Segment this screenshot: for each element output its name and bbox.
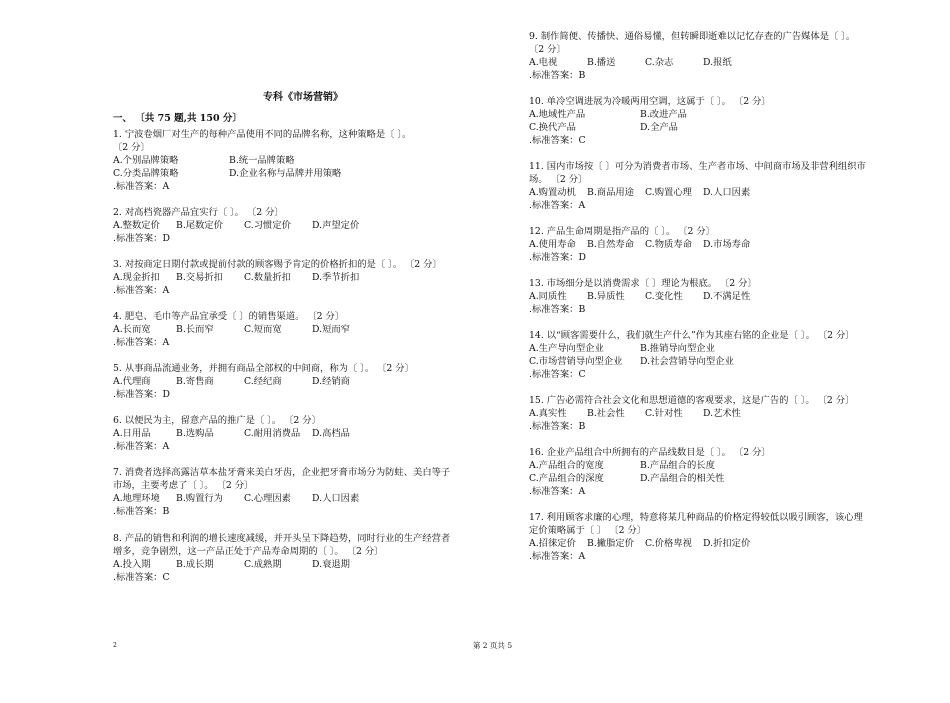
answer-line: .标准答案：B [113, 506, 170, 517]
question-text: 13. 市场细分是以消费需求〔 〕理论为根底。 〔2 分〕 [529, 278, 757, 289]
question-item [529, 30, 911, 82]
option-item: A.真实性 [529, 408, 567, 419]
question-text: 3. 对按商定日期付款或提前付款的顾客赐予肯定的价格折扣的是〔 〕。 〔2 分〕 [113, 259, 442, 270]
question-text: 8. 产品的销售和利润的增长速度减缓，并开头呈下降趋势，同时行业的生产经营者 [113, 533, 451, 544]
option-item: A.日用品 [113, 428, 151, 439]
option-item: D.不满足性 [703, 291, 751, 302]
option-item: A.电视 [529, 57, 558, 68]
options-row [529, 537, 911, 550]
option-item: C.市场营销导向型企业 [529, 356, 623, 367]
footer-page-mark: 2 [113, 642, 117, 649]
question-text: 14. 以“顾客需要什么，我们就生产什么”作为其座右铭的企业是〔 〕。 〔2 分〕 [529, 330, 855, 341]
question-item [113, 466, 493, 518]
answer-line: .标准答案：A [113, 441, 170, 452]
option-item: B.寄售商 [176, 376, 214, 387]
question-item [113, 414, 493, 453]
option-item: C.习惯定价 [244, 220, 291, 231]
option-item: B.撇脂定价 [587, 538, 634, 549]
option-item: D.经销商 [312, 376, 350, 387]
option-item: A.使用寿命 [529, 239, 576, 250]
options-row [529, 290, 911, 303]
question-item [529, 95, 911, 147]
option-item: C.成熟期 [244, 559, 282, 570]
option-item: A.代理商 [113, 376, 151, 387]
option-item: C.产品组合的深度 [529, 473, 604, 484]
option-item: A.长而宽 [113, 324, 151, 335]
question-item [529, 225, 911, 264]
answer-line: .标准答案：C [529, 135, 586, 146]
question-item [529, 160, 911, 212]
options-row [529, 121, 911, 134]
option-item: C.换代产品 [529, 122, 576, 133]
option-item: D.报纸 [703, 57, 732, 68]
option-item: B.推销导向型企业 [640, 343, 715, 354]
option-item: C.耐用消费品 [244, 428, 301, 439]
option-item: A.招徕定价 [529, 538, 576, 549]
options-row [113, 219, 493, 232]
options-row [113, 167, 493, 180]
question-text: 11. 国内市场按〔 〕可分为消费者市场、生产者市场、中间商市场及非营利组织市 [529, 161, 866, 172]
option-item: C.购置心理 [645, 187, 692, 198]
options-row [529, 472, 911, 485]
answer-line: .标准答案：D [529, 252, 586, 263]
question-text: 10. 单冷空调进展为冷暖两用空调，这属于〔 〕。 〔2 分〕 [529, 96, 771, 107]
question-text: 市场，主要考虑了〔 〕。 〔2 分〕 [113, 480, 254, 491]
option-item: D.短而窄 [312, 324, 350, 335]
question-text: 2. 对高档瓷器产品宜实行〔 〕。 〔2 分〕 [113, 207, 284, 218]
option-item: D.市场寿命 [703, 239, 751, 250]
question-item [529, 329, 911, 381]
question-text: 1. 宁波卷烟厂对生产的每种产品使用不同的品牌名称，这种策略是〔 〕。 [113, 129, 412, 140]
options-row [113, 323, 493, 336]
question-item [529, 277, 911, 316]
option-item: A.购置动机 [529, 187, 576, 198]
question-text: 5. 从事商品流通业务，并拥有商品全部权的中间商，称为〔 〕。 〔2 分〕 [113, 363, 414, 374]
question-item [113, 310, 493, 349]
question-item [113, 258, 493, 297]
option-item: A.生产导向型企业 [529, 343, 604, 354]
option-item: D.折扣定价 [703, 538, 751, 549]
options-row [529, 342, 911, 355]
footer-page-info: 第 2 页共 5 [472, 641, 513, 650]
answer-line: .标准答案：A [113, 337, 170, 348]
option-item: B.自然寿命 [587, 239, 634, 250]
option-item: C.杂志 [645, 57, 674, 68]
option-item: C.经纪商 [244, 376, 282, 387]
question-text: 4. 肥皂、毛巾等产品宜承受〔 〕的销售渠道。 〔2 分〕 [113, 311, 345, 322]
section-heading: 一、 〔共 75 题,共 150 分〕 [113, 113, 242, 124]
option-item: B.统一品牌策略 [229, 155, 295, 166]
option-item: C.心理因素 [244, 493, 291, 504]
option-item: D.声望定价 [312, 220, 360, 231]
option-item: B.尾数定价 [176, 220, 223, 231]
option-item: D.季节折扣 [312, 272, 360, 283]
option-item: A.现金折扣 [113, 272, 160, 283]
option-item: B.长而窄 [176, 324, 214, 335]
answer-line: .标准答案：A [113, 285, 170, 296]
question-item [529, 511, 911, 563]
option-item: A.整数定价 [113, 220, 160, 231]
answer-line: .标准答案：B [529, 421, 586, 432]
option-item: B.成长期 [176, 559, 214, 570]
answer-line: .标准答案：B [529, 70, 586, 81]
question-text: 7. 消费者选择高露洁草本盐牙膏来美白牙齿，企业把牙膏市场分为防蛀、美白等子 [113, 467, 451, 478]
question-item [113, 128, 493, 193]
question-text: 16. 企业产品组合中所拥有的产品线数目是〔 〕。 〔2 分〕 [529, 447, 771, 458]
option-item: D.高档品 [312, 428, 350, 439]
document-title: 专科《市场营销》 [263, 92, 343, 103]
option-item: C.针对性 [645, 408, 683, 419]
options-row [113, 492, 493, 505]
answer-line: .标准答案：D [113, 389, 170, 400]
question-text: 增多，竞争剧烈，这一产品正处于产品寿命周期的〔 〕。 〔2 分〕 [113, 546, 384, 557]
options-row [529, 407, 911, 420]
answer-line: .标准答案：B [529, 304, 586, 315]
question-item [113, 206, 493, 245]
option-item: A.地理环境 [113, 493, 160, 504]
question-text: 〔2 分〕 [113, 142, 150, 153]
answer-line: .标准答案：A [529, 486, 586, 497]
option-item: D.全产品 [640, 122, 678, 133]
options-row [113, 154, 493, 167]
question-text: 〔2 分〕 [529, 44, 566, 55]
question-item [529, 394, 911, 433]
option-item: A.产品组合的宽度 [529, 460, 604, 471]
option-item: B.社会性 [587, 408, 625, 419]
options-row [529, 186, 911, 199]
option-item: B.播送 [587, 57, 616, 68]
option-item: A.地域性产品 [529, 109, 586, 120]
option-item: C.物质寿命 [645, 239, 692, 250]
option-item: D.产品组合的相关性 [640, 473, 725, 484]
option-item: B.购置行为 [176, 493, 223, 504]
question-text: 9. 制作简便、传播快、通俗易懂，但转瞬即逝难以记忆存查的广告媒体是〔 〕。 [529, 31, 856, 42]
options-row [529, 355, 911, 368]
option-item: D.衰退期 [312, 559, 350, 570]
options-row [529, 459, 911, 472]
question-text: 场。 〔2 分〕 [529, 174, 588, 185]
question-item [529, 446, 911, 498]
question-text: 15. 广告必需符合社会文化和思想道德的客观要求，这是广告的〔 〕。 〔2 分〕 [529, 395, 855, 406]
option-item: D.艺术性 [703, 408, 741, 419]
options-row [113, 271, 493, 284]
option-item: D.人口因素 [312, 493, 360, 504]
option-item: C.变化性 [645, 291, 683, 302]
option-item: B.商品用途 [587, 187, 634, 198]
answer-line: .标准答案：C [113, 572, 170, 583]
answer-line: .标准答案：C [529, 369, 586, 380]
option-item: B.交易折扣 [176, 272, 223, 283]
option-item: A.同质性 [529, 291, 567, 302]
option-item: C.分类品牌策略 [113, 168, 179, 179]
option-item: B.选购品 [176, 428, 214, 439]
question-text: 定价策略属于〔 〕 〔2 分〕 [529, 525, 647, 536]
question-text: 17. 利用顾客求廉的心理，特意将某几种商品的价格定得较低以吸引顾客，该心理 [529, 512, 863, 523]
options-row [529, 56, 911, 69]
options-row [113, 427, 493, 440]
answer-line: .标准答案：A [113, 181, 170, 192]
option-item: D.企业名称与品牌并用策略 [229, 168, 342, 179]
option-item: B.改进产品 [640, 109, 687, 120]
question-item [113, 362, 493, 401]
options-row [113, 375, 493, 388]
option-item: B.产品组合的长度 [640, 460, 715, 471]
option-item: D.社会营销导向型企业 [640, 356, 734, 367]
question-text: 6. 以便民为主，留意产品的推广是〔 〕。 〔2 分〕 [113, 415, 321, 426]
answer-line: .标准答案：D [113, 233, 170, 244]
option-item: A.投入期 [113, 559, 151, 570]
options-row [529, 238, 911, 251]
option-item: C.数量折扣 [244, 272, 291, 283]
option-item: B.异质性 [587, 291, 625, 302]
option-item: C.短而宽 [244, 324, 282, 335]
options-row [113, 558, 493, 571]
question-item [113, 532, 493, 584]
option-item: D.人口因素 [703, 187, 751, 198]
option-item: C.价格卑视 [645, 538, 692, 549]
option-item: A.个别品牌策略 [113, 155, 179, 166]
answer-line: .标准答案：A [529, 200, 586, 211]
question-text: 12. 产品生命周期是指产品的〔 〕。 〔2 分〕 [529, 226, 715, 237]
options-row [529, 108, 911, 121]
answer-line: .标准答案：A [529, 551, 586, 562]
